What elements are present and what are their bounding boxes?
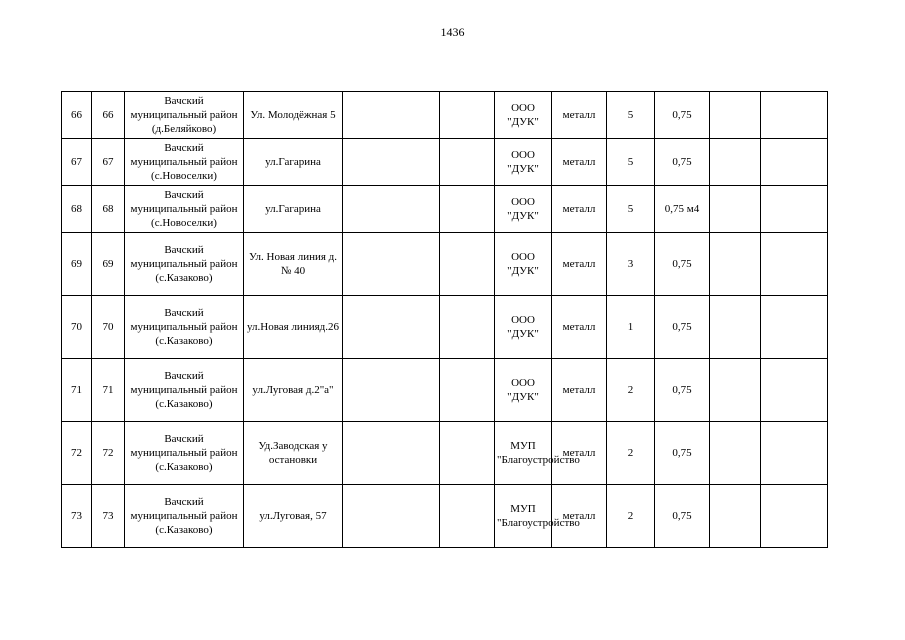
count-cell: 2: [607, 422, 655, 485]
row-number: 69: [62, 233, 92, 296]
row-id: 68: [92, 186, 125, 233]
empty-cell: [710, 359, 761, 422]
organization-cell: ООО "ДУК": [495, 359, 552, 422]
empty-cell: [440, 139, 495, 186]
material-cell: металл: [552, 186, 607, 233]
empty-cell: [343, 92, 440, 139]
row-id: 71: [92, 359, 125, 422]
address-cell: Уд.Заводская у остановки: [244, 422, 343, 485]
count-cell: 2: [607, 359, 655, 422]
row-number: 73: [62, 485, 92, 548]
count-cell: 5: [607, 92, 655, 139]
empty-cell: [761, 92, 828, 139]
empty-cell: [710, 485, 761, 548]
district-cell: Вачский муниципальный район (с.Казаково): [125, 422, 244, 485]
empty-cell: [761, 296, 828, 359]
empty-cell: [761, 359, 828, 422]
empty-cell: [710, 296, 761, 359]
empty-cell: [710, 92, 761, 139]
count-cell: 3: [607, 233, 655, 296]
organization-cell: ООО "ДУК": [495, 233, 552, 296]
district-cell: Вачский муниципальный район (с.Казаково): [125, 296, 244, 359]
count-cell: 5: [607, 186, 655, 233]
table-row: [62, 233, 828, 296]
empty-cell: [440, 92, 495, 139]
empty-cell: [440, 359, 495, 422]
empty-cell: [761, 485, 828, 548]
address-cell: Ул. Новая линия д. № 40: [244, 233, 343, 296]
empty-cell: [440, 186, 495, 233]
row-id: 73: [92, 485, 125, 548]
empty-cell: [343, 186, 440, 233]
material-cell: металл: [552, 359, 607, 422]
table-row: [62, 296, 828, 359]
volume-cell: 0,75: [655, 139, 710, 186]
count-cell: 5: [607, 139, 655, 186]
row-id: 69: [92, 233, 125, 296]
row-number: 71: [62, 359, 92, 422]
row-number: 72: [62, 422, 92, 485]
row-id: 70: [92, 296, 125, 359]
material-cell: металл: [552, 233, 607, 296]
row-number: 66: [62, 92, 92, 139]
row-number: 67: [62, 139, 92, 186]
empty-cell: [343, 233, 440, 296]
table-row: [62, 139, 828, 186]
address-cell: ул.Гагарина: [244, 139, 343, 186]
registry-table: [61, 91, 828, 548]
table-row: [62, 359, 828, 422]
empty-cell: [710, 233, 761, 296]
count-cell: 1: [607, 296, 655, 359]
organization-cell: ООО "ДУК": [495, 186, 552, 233]
row-id: 67: [92, 139, 125, 186]
volume-cell: 0,75: [655, 296, 710, 359]
organization-cell: МУП "Благоустройство: [495, 422, 552, 485]
empty-cell: [343, 485, 440, 548]
row-id: 72: [92, 422, 125, 485]
empty-cell: [343, 359, 440, 422]
page-number: 1436: [440, 25, 465, 39]
table-row: [62, 422, 828, 485]
table-row: [62, 485, 828, 548]
material-cell: металл: [552, 422, 607, 485]
empty-cell: [761, 186, 828, 233]
empty-cell: [343, 296, 440, 359]
district-cell: Вачский муниципальный район (с.Казаково): [125, 233, 244, 296]
material-cell: металл: [552, 92, 607, 139]
address-cell: Ул. Молодёжная 5: [244, 92, 343, 139]
volume-cell: 0,75 м4: [655, 186, 710, 233]
empty-cell: [343, 422, 440, 485]
row-number: 68: [62, 186, 92, 233]
address-cell: ул.Луговая, 57: [244, 485, 343, 548]
organization-cell: ООО "ДУК": [495, 92, 552, 139]
volume-cell: 0,75: [655, 359, 710, 422]
volume-cell: 0,75: [655, 422, 710, 485]
district-cell: Вачский муниципальный район (с.Казаково): [125, 359, 244, 422]
volume-cell: 0,75: [655, 485, 710, 548]
district-cell: Вачский муниципальный район (д.Беляйково): [125, 92, 244, 139]
district-cell: Вачский муниципальный район (с.Новоселки): [125, 186, 244, 233]
empty-cell: [440, 485, 495, 548]
table-row: [62, 186, 828, 233]
empty-cell: [710, 186, 761, 233]
empty-cell: [761, 233, 828, 296]
empty-cell: [440, 233, 495, 296]
empty-cell: [710, 422, 761, 485]
empty-cell: [343, 139, 440, 186]
material-cell: металл: [552, 485, 607, 548]
address-cell: ул.Луговая д.2"а": [244, 359, 343, 422]
organization-cell: ООО "ДУК": [495, 296, 552, 359]
district-cell: Вачский муниципальный район (с.Новоселки): [125, 139, 244, 186]
empty-cell: [440, 422, 495, 485]
organization-cell: ООО "ДУК": [495, 139, 552, 186]
volume-cell: 0,75: [655, 92, 710, 139]
row-id: 66: [92, 92, 125, 139]
volume-cell: 0,75: [655, 233, 710, 296]
empty-cell: [710, 139, 761, 186]
table-row: [62, 92, 828, 139]
row-number: 70: [62, 296, 92, 359]
empty-cell: [761, 422, 828, 485]
address-cell: ул.Гагарина: [244, 186, 343, 233]
count-cell: 2: [607, 485, 655, 548]
organization-cell: МУП "Благоустройство: [495, 485, 552, 548]
empty-cell: [440, 296, 495, 359]
address-cell: ул.Новая линияд.26: [244, 296, 343, 359]
empty-cell: [761, 139, 828, 186]
material-cell: металл: [552, 139, 607, 186]
district-cell: Вачский муниципальный район (с.Казаково): [125, 485, 244, 548]
material-cell: металл: [552, 296, 607, 359]
